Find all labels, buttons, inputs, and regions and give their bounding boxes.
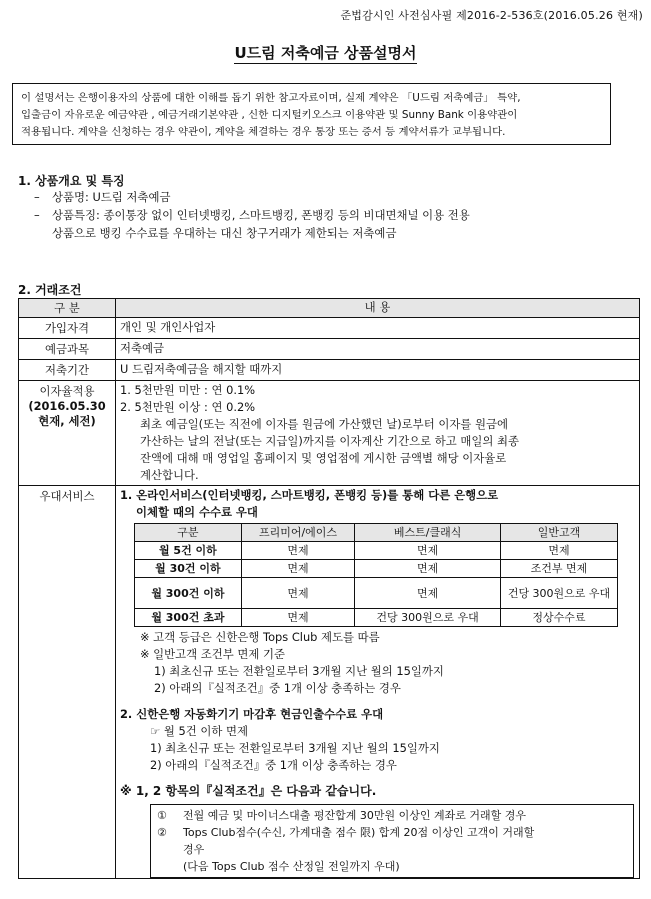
fee-table-header: 구분 프리미어/에이스 베스트/클래식 일반고객	[135, 524, 618, 542]
row-benefits: 우대서비스 1. 온라인서비스(인터넷뱅킹, 스마트뱅킹, 폰뱅킹 등)를 통해 다른 은행으로 이체할 때의 수수료 우대 구분 프리미어/에이스 베스트/클래식 일반고객 월 5건 이하 면제 면제 면제 월 30건 이하 면제 면제 조건부 면제 월 300건 이하 면제 면제 건당 300원으로 우대 월 300건 초과 면제 건당 300원으로 우대 정상수수료 ※ 고객 등급은 신한은행 Tops Club 제도를 따름 ※ 일반고객 조건부 면제 기준 1) 최초신규 또는 전환일로부터 3개월 지난 월의 15일까지 2) 아래의『실적조건』중 1개 이상 충족하는 경우 2. 신한은행 자동화기기 마감후 현금인출수수료 우대 ☞ 월 5건 이하 면제 1) 최초신규 또는 전환일로부터 3개월 지난 월의 15일까지 2) 아래의『실적조건』중 1개 이상 충족하는 경우 ※ 1, 2 항목의『실적조건』은 다음과 같습니다. ① 전월 예금 및 마이너스대출 평잔합계 30만원 이상인 계좌로 거래할 경우 ② Tops Club점수(수신, 가계대출 점수 限) 합계 20점 이상인 고객이 거래할 경우 (다음 Tops Club 점수 산정일 전일까지 우대)	[19, 486, 640, 879]
row-interest-rate: 이자율적용 (2016.05.30 현재, 세전) 1. 5천만원 미만 : 연 0.1% 2. 5천만원 이상 : 연 0.2% 최초 예금일(또는 직전에 이자를 원금에 가산했던 날)로부터 이자를 원금에 가산하는 날의 전날(또는 지급일)까지를 이자계산 기간으로 하고 매일의 최종 잔액에 대해 매 영업일 홈페이지 및 영업점에 게시한 금액별 해당 이자율로 계산합니다.	[19, 381, 640, 486]
approval-stamp: 준법감시인 사전심사필 제2016-2-536호(2016.05.26 현재)	[340, 9, 643, 22]
fee-table-row: 월 5건 이하 면제 면제 면제	[135, 542, 618, 560]
section2-heading: 2. 거래조건	[18, 283, 82, 297]
intro-line: 입출금이 자유로운 예금약관 , 예금거래기본약관 , 신한 디지털키오스크 이용약관 및 Sunny Bank 이용약관이	[21, 109, 518, 121]
rate-tier-1: 1. 5천만원 미만 : 연 0.1%	[120, 383, 256, 397]
benefit-item-1: 1. 온라인서비스(인터넷뱅킹, 스마트뱅킹, 폰뱅킹 등)를 통해 다른 은행으로	[120, 488, 499, 502]
section1-heading: 1. 상품개요 및 특징	[18, 174, 125, 188]
header-category: 구 분	[19, 299, 116, 318]
benefit-item-2: 2. 신한은행 자동화기기 마감후 현금인출수수료 우대	[120, 707, 384, 721]
fee-table	[134, 523, 618, 627]
intro-line: 이 설명서는 은행이용자의 상품에 대한 이해를 돕기 위한 참고자료이며, 실제 계약은 「U드림 저축예금」 특약,	[21, 92, 521, 104]
fee-table-row: 월 30건 이하 면제 면제 조건부 면제	[135, 560, 618, 578]
condition-box: ① 전월 예금 및 마이너스대출 평잔합계 30만원 이상인 계좌로 거래할 경우 ② Tops Club점수(수신, 가계대출 점수 限) 합계 20점 이상인 고객이 거래할 경우 (다음 Tops Club 점수 산정일 전일까지 우대)	[150, 804, 634, 878]
row-eligibility: 가입자격 개인 및 개인사업자	[19, 318, 640, 339]
page-title: U드림 저축예금 상품설명서	[234, 44, 417, 62]
terms-table	[18, 298, 640, 879]
intro-line: 적용됩니다. 계약을 신청하는 경우 약관이, 계약을 체결하는 경우 통장 또는 증서 등 계약서류가 교부됩니다.	[21, 126, 506, 138]
fee-table-row: 월 300건 초과 면제 건당 300원으로 우대 정상수수료	[135, 609, 618, 627]
fee-table-row: 월 300건 이하 면제 면제 건당 300원으로 우대	[135, 578, 618, 609]
rate-description: 최초 예금일(또는 직전에 이자를 원금에 가산했던 날)로부터 이자를 원금에 가산하는 날의 전날(또는 지급일)까지를 이자계산 기간으로 하고 매일의 최종 잔액에 대해 매 영업일 홈페이지 및 영업점에 게시한 금액별 해당 이자율로 계산합니다.	[140, 417, 519, 482]
note-conditional: ※ 일반고객 조건부 면제 기준	[140, 647, 286, 661]
terms-header-row	[19, 299, 640, 318]
row-subject: 예금과목 저축예금	[19, 339, 640, 360]
section1-item-name: – 상품명: U드림 저축예금	[34, 190, 171, 204]
condition-title: ※ 1, 2 항목의『실적조건』은 다음과 같습니다.	[120, 784, 377, 798]
intro-notice-box	[12, 83, 611, 145]
row-period: 저축기간 U 드림저축예금을 해지할 때까지	[19, 360, 640, 381]
rate-tier-2: 2. 5천만원 이상 : 연 0.2%	[120, 400, 256, 414]
header-content: 내 용	[116, 299, 640, 318]
section1-item-feature: – 상품특징: 종이통장 없이 인터넷뱅킹, 스마트뱅킹, 폰뱅킹 등의 비대면채널 이용 전용 상품으로 뱅킹 수수료를 우대하는 대신 창구거래가 제한되는 저축예금	[34, 208, 470, 240]
note-grade: ※ 고객 등급은 신한은행 Tops Club 제도를 따름	[140, 630, 380, 644]
